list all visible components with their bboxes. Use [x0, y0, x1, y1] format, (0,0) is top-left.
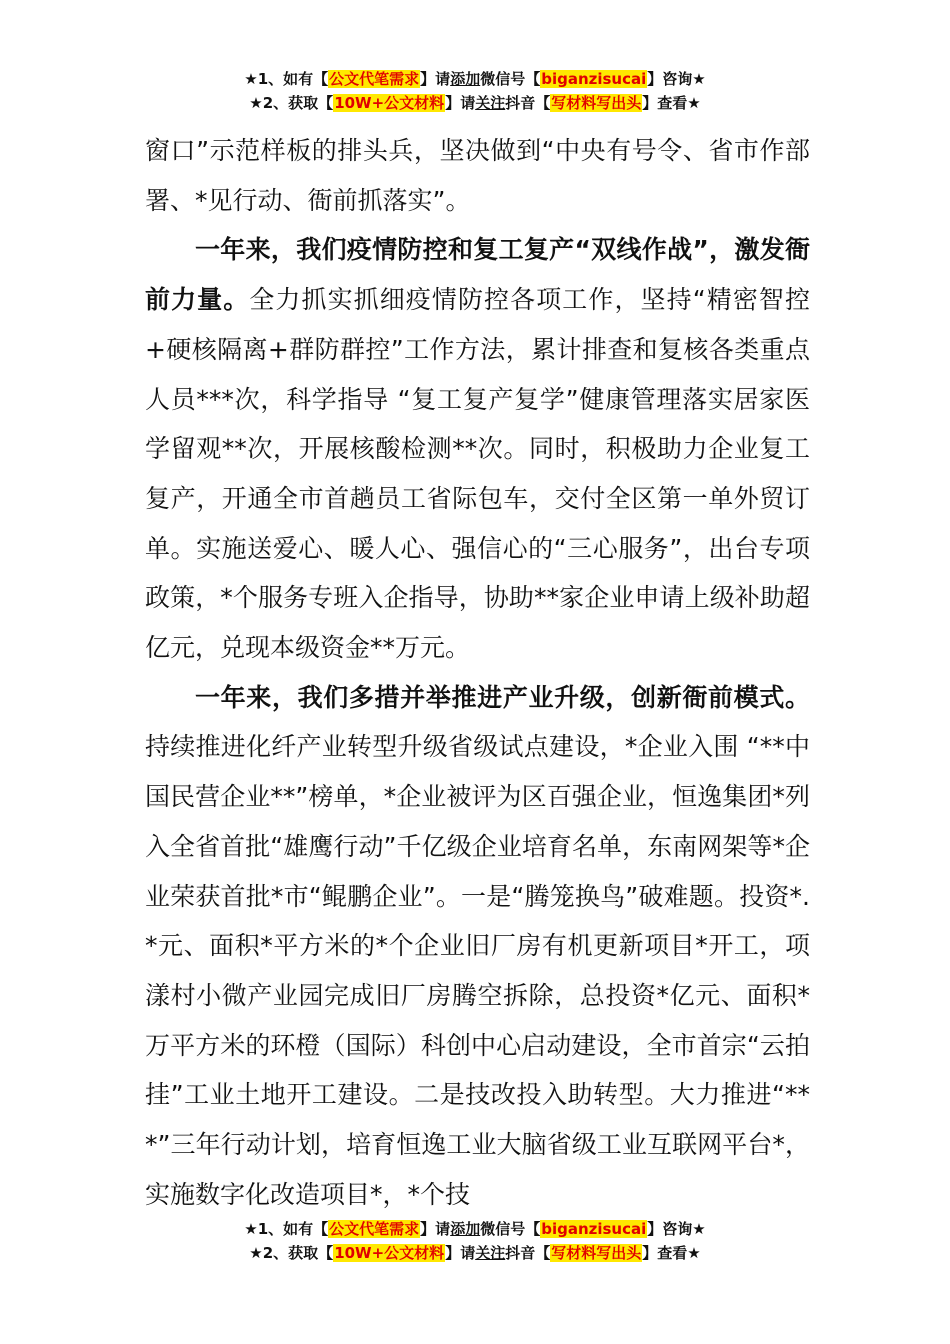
promo-line-2-bottom — [0, 1242, 950, 1264]
promo-2-mid2: 抖音【 — [505, 94, 551, 112]
promo-line-1-bottom — [0, 1218, 950, 1240]
promo-1b-underlined: 添加 — [450, 1220, 481, 1238]
promo-line-2 — [0, 92, 950, 114]
promo-2-suffix: 】查看★ — [642, 94, 701, 112]
promo-2b-highlight-douyin: 写材料写出头 — [551, 1244, 642, 1262]
promo-1-suffix: 】咨询★ — [647, 70, 706, 88]
paragraph-2 — [145, 225, 810, 672]
promo-line-1 — [0, 68, 950, 90]
promo-1-highlight-wechat: biganzisucai — [541, 70, 647, 88]
promo-1b-highlight-service: 公文代笔需求 — [329, 1220, 420, 1238]
promo-1b-highlight-wechat: biganzisucai — [541, 1220, 647, 1238]
promo-1-mid2: 微信号【 — [480, 70, 541, 88]
paragraph-3-lead: 一年来，我们多措并举推进产业升级，创新衙前模式。 — [195, 682, 810, 712]
promo-1-underlined: 添加 — [450, 70, 481, 88]
promo-2b-mid: 】请 — [445, 1244, 476, 1262]
promo-2-underlined: 关注 — [475, 94, 506, 112]
promo-1b-mid2: 微信号【 — [480, 1220, 541, 1238]
paragraph-2-text: 全力抓实抓细疫情防控各项工作，坚持“精密智控+硬核隔离+群防群控”工作方法，累计排查和复核各类重点人员***次，科学指导 “复工复产复学”健康管理落实居家医学留观**次，开展核酸检测**次。同时，积极助力企业复工复产，开通全市首趟员工省际包车，交付全区第一单外贸订单。实施送爱心、暖人心、强信心的“三心服务”，出台专项政策，*个服务专班入企指导，协助**家企业申请上级补助超亿元，兑现本级资金**万元。 — [145, 285, 810, 663]
promo-2-mid: 】请 — [445, 94, 476, 112]
paragraph-3 — [145, 673, 810, 1220]
promo-1-prefix: ★1、如有【 — [244, 70, 329, 88]
promo-1b-suffix: 】咨询★ — [647, 1220, 706, 1238]
promo-2-highlight-materials: 10W+公文材料 — [334, 94, 445, 112]
document-body — [145, 126, 810, 1219]
promo-1b-mid: 】请 — [420, 1220, 451, 1238]
promo-1b-prefix: ★1、如有【 — [244, 1220, 329, 1238]
promo-2-prefix: ★2、获取【 — [249, 94, 334, 112]
promo-1-highlight-service: 公文代笔需求 — [329, 70, 420, 88]
promo-2-highlight-douyin: 写材料写出头 — [551, 94, 642, 112]
promo-2b-mid2: 抖音【 — [505, 1244, 551, 1262]
paragraph-1: 窗口”示范样板的排头兵，坚决做到“中央有号令、省市作部署、*见行动、衙前抓落实”。 — [145, 136, 810, 215]
promo-2b-underlined: 关注 — [475, 1244, 506, 1262]
promo-2b-prefix: ★2、获取【 — [249, 1244, 334, 1262]
promo-2b-highlight-materials: 10W+公文材料 — [334, 1244, 445, 1262]
paragraph-2-lead: 一年来，我们疫情防控和复工复产“双线作战”，激发衙前力量。 — [145, 235, 810, 315]
promo-2b-suffix: 】查看★ — [642, 1244, 701, 1262]
paragraph-3-text: 持续推进化纤产业转型升级省级试点建设，*企业入围 “**中国民营企业**”榜单，*企业被评为区百强企业，恒逸集团*列入全省首批“雄鹰行动”千亿级企业培育名单，东南网架等*企业荣获首批*市“鲲鹏企业”。一是“腾笼换鸟”破难题。投资*.*元、面积*平方米的*个企业旧厂房有机更新项目*开工，项漾村小微产业园完成旧厂房腾空拆除，总投资*亿元、面积*万平方米的环橙（国际）科创中心启动建设，全市首宗“云拍挂”工业土地开工建设。二是技改投入助转型。大力推进“***”三年行动计划，培育恒逸工业大脑省级工业互联网平台*，实施数字化改造项目*，*个技 — [145, 732, 810, 1209]
promo-1-mid: 】请 — [420, 70, 451, 88]
